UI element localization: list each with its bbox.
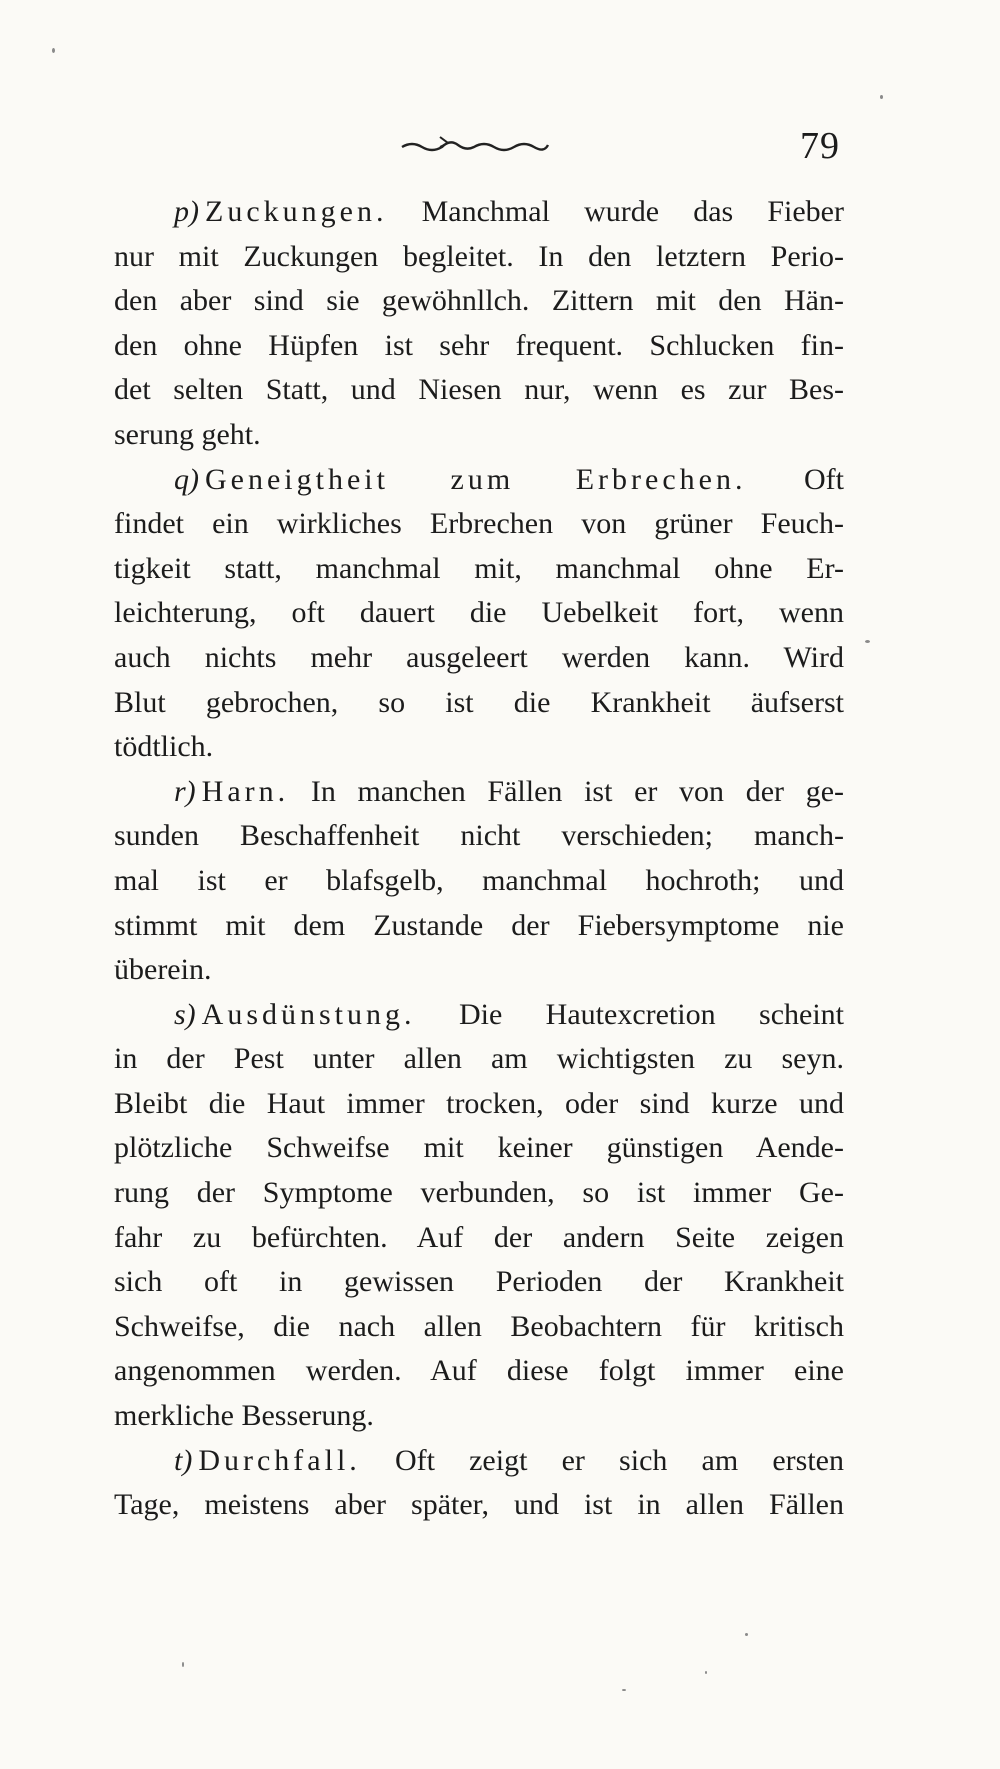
section-text: Oft zeigt er sich am ersten xyxy=(394,1443,845,1477)
body-text xyxy=(114,190,844,1528)
section-p-first-line xyxy=(114,190,844,235)
text-line: det selten Statt, und Niesen nur, wenn es zur Bes- xyxy=(114,373,844,407)
section-heading: Geneigtheit zum Erbrechen. xyxy=(205,462,747,496)
text-line: tödtlich. xyxy=(114,730,214,764)
text-line: findet ein wirkliches Erbrechen von grüner Feuch- xyxy=(114,507,844,541)
section-text: In manchen Fällen ist er von der ge- xyxy=(310,774,844,808)
text-line: Schweifse, die nach allen Beobachtern für kritisch xyxy=(114,1309,844,1343)
section-s-first-line xyxy=(114,993,844,1038)
page-number: 79 xyxy=(800,125,840,167)
section-text: Manchmal wurde das Fieber xyxy=(421,195,844,228)
text-line: serung geht. xyxy=(114,417,261,451)
section-label: s) xyxy=(174,997,196,1031)
section-t-first-line xyxy=(114,1439,844,1484)
paper-speck xyxy=(52,48,55,53)
text-line: überein. xyxy=(114,953,212,987)
ornament-rule xyxy=(400,125,550,165)
text-line: auch nichts mehr ausgeleert werden kann. Wird xyxy=(114,640,844,674)
text-line: in der Pest unter allen am wichtigsten zu seyn. xyxy=(114,1042,844,1076)
text-line: Blut gebrochen, so ist die Krankheit äufserst xyxy=(114,685,844,719)
text-line: rung der Symptome verbunden, so ist immer Ge- xyxy=(114,1176,844,1210)
paper-speck xyxy=(705,1671,707,1674)
text-line: Tage, meistens aber später, und ist in allen Fällen xyxy=(114,1488,844,1522)
section-heading: Harn. xyxy=(201,774,290,808)
text-line: Bleibt die Haut immer trocken, oder sind kurze und xyxy=(114,1086,844,1120)
section-heading: Zuckungen. xyxy=(205,195,388,228)
text-line: sunden Beschaffenheit nicht verschieden; manch- xyxy=(114,819,844,853)
section-text: Die Hautexcretion scheint xyxy=(458,997,844,1031)
section-q-first-line xyxy=(114,458,844,503)
section-r-first-line xyxy=(114,770,844,815)
text-line: fahr zu befürchten. Auf der andern Seite zeigen xyxy=(114,1220,844,1254)
section-label: q) xyxy=(174,462,199,496)
text-line: leichterung, oft dauert die Uebelkeit fort, wenn xyxy=(114,596,844,630)
text-line: stimmt mit dem Zustande der Fiebersymptome nie xyxy=(114,908,844,942)
section-label: t) xyxy=(174,1443,193,1477)
text-line: mal ist er blafsgelb, manchmal hochroth; und xyxy=(114,863,844,897)
text-line: merkliche Besserung. xyxy=(114,1399,374,1433)
text-line: tigkeit statt, manchmal mit, manchmal ohne Er- xyxy=(114,551,844,585)
section-label: r) xyxy=(174,774,196,808)
paper-speck xyxy=(182,1662,184,1667)
text-line: den aber sind sie gewöhnllch. Zittern mit den Hän- xyxy=(114,284,844,318)
text-line: nur mit Zuckungen begleitet. In den letztern Perio- xyxy=(114,239,844,273)
section-heading: Durchfall. xyxy=(198,1443,361,1477)
paper-speck xyxy=(865,640,870,643)
paper-speck xyxy=(745,1633,748,1636)
paper-speck xyxy=(880,95,883,99)
text-line: den ohne Hüpfen ist sehr frequent. Schlucken fin- xyxy=(114,328,844,362)
text-line: plötzliche Schweifse mit keiner günstigen Aende- xyxy=(114,1131,844,1165)
text-line: sich oft in gewissen Perioden der Krankheit xyxy=(114,1265,844,1299)
text-line: angenommen werden. Auf diese folgt immer eine xyxy=(114,1354,844,1388)
paper-speck xyxy=(622,1689,626,1691)
section-text: Oft xyxy=(804,462,844,496)
section-label: p) xyxy=(174,195,199,228)
section-heading: Ausdünstung. xyxy=(201,997,416,1031)
